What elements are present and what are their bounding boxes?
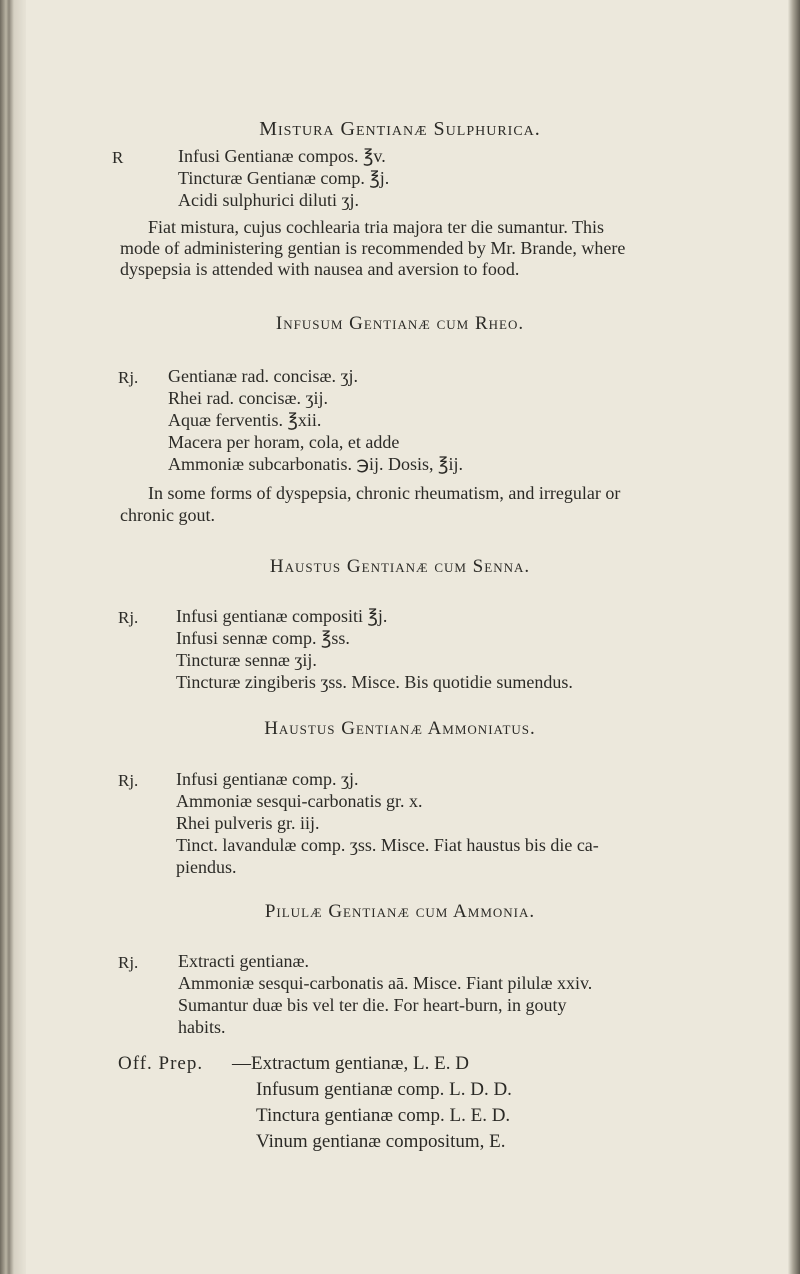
recipe-line: Macera per horam, cola, et adde — [168, 432, 400, 452]
recipe-line: Tincturæ zingiberis ʒss. Misce. Bis quotidie sumendus. — [176, 672, 573, 692]
note-line: Fiat mistura, cujus cochlearia tria majora ter die sumantur. This — [148, 217, 605, 237]
recipe-line: Extracti gentianæ. — [178, 951, 309, 971]
recipe-line: Rhei pulveris gr. iij. — [176, 813, 320, 833]
recipe-line: Infusi Gentianæ compos. ℥v. — [178, 146, 386, 166]
section-title: Infusum Gentianæ cum Rheo. — [275, 313, 525, 334]
recipe-line: Infusi gentianæ compositi ℥j. — [176, 606, 388, 626]
recipe-line: Infusi gentianæ comp. ʒj. — [176, 769, 359, 789]
recipe-line: Ammoniæ sesqui-carbonatis aā. Misce. Fiant pilulæ xxiv. — [178, 973, 593, 993]
recipe-line: Tincturæ Gentianæ comp. ℥j. — [178, 168, 390, 188]
recipe-line: Sumantur duæ bis vel ter die. For heart-burn, in gouty — [178, 995, 567, 1015]
off-prep-item: —Extractum gentianæ, L. E. D — [232, 1053, 469, 1074]
recipe-line: Aquæ ferventis. ℥xii. — [168, 410, 322, 430]
recipe-line: Gentianæ rad. concisæ. ʒj. — [168, 366, 358, 386]
recipe-line: habits. — [178, 1017, 226, 1037]
running-head: Mistura Gentianæ Sulphurica. — [259, 118, 541, 140]
recipe-line: Ammoniæ sesqui-carbonatis gr. x. — [176, 791, 423, 811]
off-prep-item: Infusum gentianæ comp. L. D. D. — [256, 1079, 512, 1100]
rx-symbol: Rj. — [118, 608, 139, 627]
book-spine-shadow — [0, 0, 26, 1274]
recipe-line: piendus. — [176, 857, 237, 877]
recipe-line: Infusi sennæ comp. ℥ss. — [176, 628, 350, 648]
off-prep-item: Tinctura gentianæ comp. L. E. D. — [256, 1105, 511, 1126]
rx-symbol: R — [112, 148, 124, 167]
recipe-line: Tinct. lavandulæ comp. ʒss. Misce. Fiat haustus bis die ca- — [176, 835, 599, 855]
off-prep-item: Vinum gentianæ compositum, E. — [256, 1131, 506, 1152]
section-title: Pilulæ Gentianæ cum Ammonia. — [264, 901, 536, 922]
rx-symbol: Rj. — [118, 953, 139, 972]
recipe-line: Tincturæ sennæ ʒij. — [176, 650, 317, 670]
recipe-line: Acidi sulphurici diluti ʒj. — [178, 190, 359, 210]
section-title: Haustus Gentianæ Ammoniatus. — [264, 718, 536, 739]
page-edge-shadow — [788, 0, 800, 1274]
rx-symbol: Rj. — [118, 771, 139, 790]
recipe-line: Rhei rad. concisæ. ʒij. — [168, 388, 328, 408]
section-title: Haustus Gentianæ cum Senna. — [269, 556, 531, 577]
note-line: In some forms of dyspepsia, chronic rheumatism, and irregular or — [148, 483, 621, 503]
recipe-line: Ammoniæ subcarbonatis. ℈ij. Dosis, ℥ij. — [168, 454, 463, 474]
note-line: dyspepsia is attended with nausea and aversion to food. — [120, 259, 520, 279]
note-line: chronic gout. — [120, 505, 215, 525]
note-line: mode of administering gentian is recommended by Mr. Brande, where — [120, 238, 626, 258]
off-prep-label: Off. Prep. — [118, 1053, 204, 1074]
rx-symbol: Rj. — [118, 368, 139, 387]
